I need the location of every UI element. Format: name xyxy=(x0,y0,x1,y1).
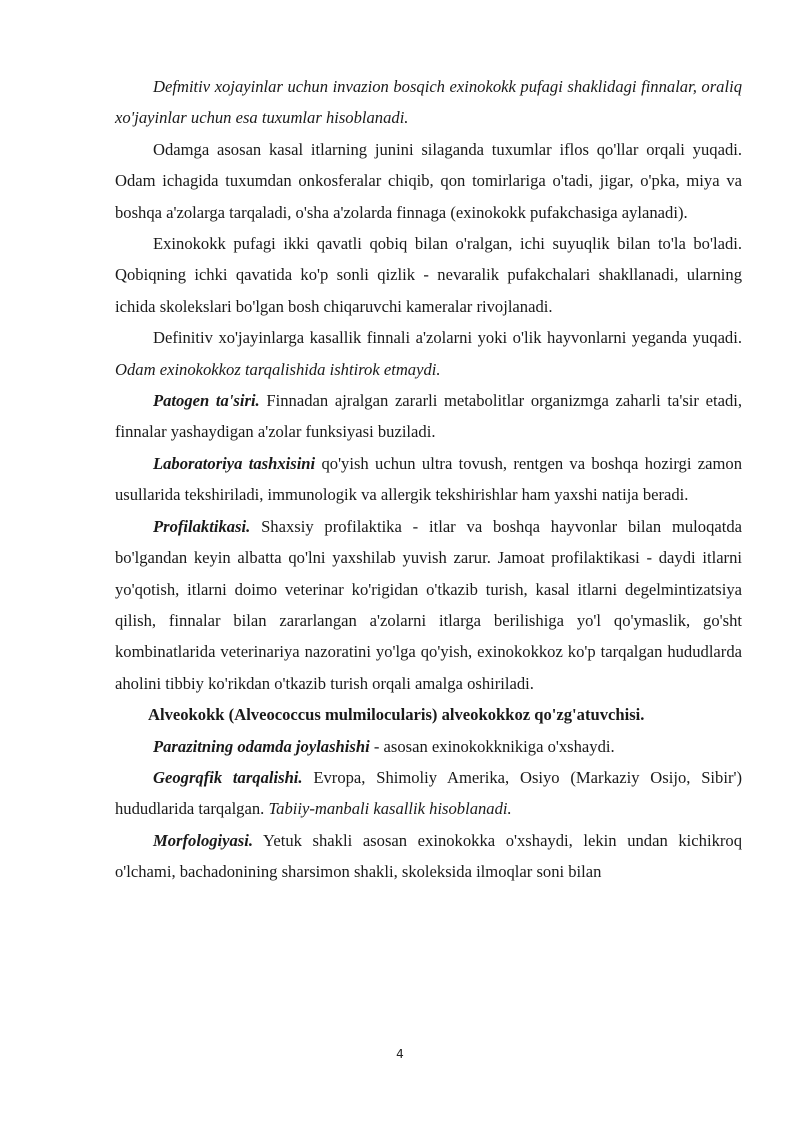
run-italic: Odam exinokokkoz tarqalishida ishtirok etmaydi. xyxy=(115,359,441,379)
run-text: qo'yish uchun ultra tovush, rentgen va boshqa hozirgi zamon usullarida tekshiriladi, immunologik va allergik tekshirishlar ham yaxshi natija beradi. xyxy=(115,453,742,505)
paragraph xyxy=(115,322,742,385)
paragraph xyxy=(115,825,742,888)
run-italic: Defmitiv xojayinlar uchun invazion bosqich exinokokk pufagi shaklidagi finnalar, oraliq xo'jayinlar uchun esa tuxumlar hisoblanadi. xyxy=(115,77,742,128)
run-text: Yetuk shakli asosan exinokokka o'xshaydi, lekin undan kichikroq o'lchami, bachadonining sharsimon shakli, skoleksida ilmoqlar soni bilan xyxy=(115,830,742,882)
paragraph xyxy=(115,385,742,448)
run-term: Profilaktikasi. xyxy=(153,516,251,536)
run-term: Geogrqfik tarqalishi. xyxy=(153,767,303,787)
document-body xyxy=(115,71,742,888)
run-term: Parazitning odamda joylashishi xyxy=(153,736,370,756)
run-text: Finnadan ajralgan zararli metabolitlar organizmga zaharli ta'sir etadi, finnalar yashaydigan a'zolar funksiyasi buziladi. xyxy=(115,391,742,442)
paragraph xyxy=(115,762,742,825)
run-text: Definitiv xo'jayinlarga kasallik finnali a'zolarni yoki o'lik hayvonlarni yeganda yuqadi. xyxy=(153,328,742,348)
paragraph xyxy=(115,511,742,699)
section-heading xyxy=(115,699,742,730)
paragraph xyxy=(115,731,742,762)
run-italic: Tabiiy-manbali kasallik hisoblanadi. xyxy=(268,799,512,819)
run-term: Laboratoriya tashxisini xyxy=(153,453,316,473)
paragraph xyxy=(115,71,742,134)
run-text: - asosan exinokokknikiga o'xshaydi. xyxy=(369,736,615,756)
run-text: Odamga asosan kasal itlarning junini silaganda tuxumlar iflos qo'llar orqali yuqadi. Odam ichagida tuxumdan onkosferalar chiqib, qon tomirlariga o'tadi, jigar, o'pka, miya va boshqa a'zolarga tarqaladi, o'sha a'zolarda finnaga (exinokokk pufakchasiga aylanadi). xyxy=(115,139,742,222)
run-text: Evropa, Shimoliy Amerika, Osiyo (Markaziy Osijo, Sibir') hududlarida tarqalgan. xyxy=(115,767,742,819)
paragraph xyxy=(115,134,742,228)
page-number: 4 xyxy=(396,1047,404,1061)
run-text: Exinokokk pufagi ikki qavatli qobiq bilan o'ralgan, ichi suyuqlik bilan to'la bo'ladi. Qobiqning ichki qavatida ko'p sonli qizlik - nevaralik pufakchalari shakllanadi, ularning ichida skolekslari bo'lgan bosh chiqaruvchi kameralar rivojlanadi. xyxy=(115,234,742,316)
paragraph xyxy=(115,448,742,511)
run-text: Shaxsiy profilaktika - itlar va boshqa hayvonlar bilan muloqatda bo'lgandan keyin albatta qo'lni yaxshilab yuvish zarur. Jamoat profilaktikasi - daydi itlarni yo'qotish, itlarni doimo veterinar ko'rigidan o'tkazib turish, kasal itlarni degelmintizatsiya qilish, finnalar bilan zararlangan a'zolarni itlarga berilishiga yo'l qo'ymaslik, go'sht kombinatlarida veterinariya nazoratini yo'lga qo'yish, exinokokkoz ko'p tarqalgan hududlarda aholini tibbiy ko'rikdan o'tkazib turish orqali amalga oshiriladi. xyxy=(115,516,742,693)
run-term: Morfologiyasi. xyxy=(153,830,254,850)
run-term: Patogen ta'siri. xyxy=(153,391,260,411)
run-text: Alveokokk (Alveococcus mulmilocularis) alveokokkoz qo'zg'atuvchisi. xyxy=(148,705,645,725)
paragraph xyxy=(115,228,742,322)
